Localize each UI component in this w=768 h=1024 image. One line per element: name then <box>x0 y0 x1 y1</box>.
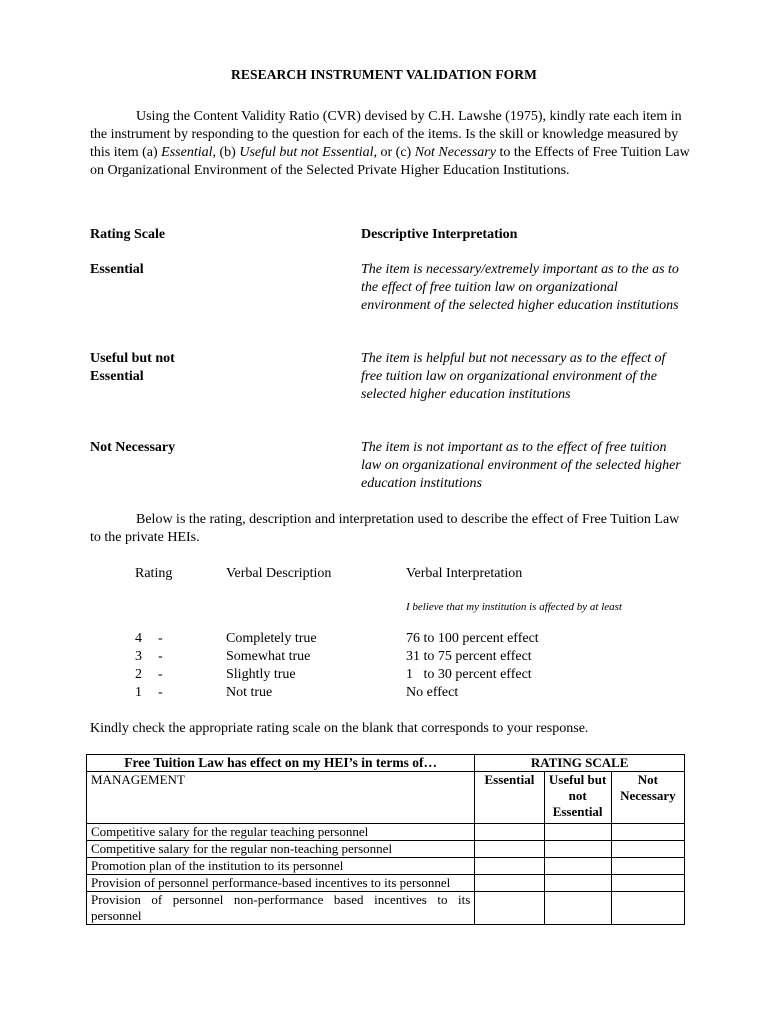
rating-dash: - <box>158 685 163 700</box>
scale-header-left: Rating Scale <box>90 227 166 242</box>
validation-table <box>86 754 685 925</box>
rating-description: Somewhat true <box>226 649 311 664</box>
check-essential[interactable] <box>475 841 544 858</box>
col-header-essential: Essential <box>475 772 544 824</box>
item-text: Promotion plan of the institution to its personnel <box>87 858 475 875</box>
check-useful[interactable] <box>544 892 611 925</box>
col-header-not-necessary: Not Necessary <box>611 772 684 824</box>
rating-interpretation: 76 to 100 percent effect <box>406 631 539 646</box>
rating-description: Slightly true <box>226 667 296 682</box>
scale-desc: The item is necessary/extremely important as to the as to the effect of free tuition law on organizational environment of the selected higher education institutions <box>361 262 679 313</box>
intro-useful: Useful but not Essential <box>239 145 374 160</box>
intro-paragraph <box>90 108 690 180</box>
check-essential[interactable] <box>475 824 544 841</box>
rating-col-header: Rating <box>135 566 173 581</box>
scale-header-right: Descriptive Interpretation <box>361 227 518 242</box>
instruction-text: Kindly check the appropriate rating scale on the blank that corresponds to your response. <box>90 721 589 736</box>
check-not-necessary[interactable] <box>611 841 684 858</box>
verbal-desc-col-header: Verbal Description <box>226 566 332 581</box>
intro-text-4: to the Effects of Free Tuition Law on Organizational Environment of the Selected Private Higher Education Institutions. <box>90 145 690 178</box>
scale-label: Not Necessary <box>90 440 176 455</box>
check-essential[interactable] <box>475 858 544 875</box>
check-not-necessary[interactable] <box>611 875 684 892</box>
check-not-necessary[interactable] <box>611 858 684 875</box>
rating-dash: - <box>158 649 163 664</box>
rating-dash: - <box>158 631 163 646</box>
scale-label: Essential <box>90 262 144 277</box>
check-not-necessary[interactable] <box>611 892 684 925</box>
rating-description: Not true <box>226 685 273 700</box>
scale-label: Useful but not Essential <box>90 351 175 384</box>
item-text: Competitive salary for the regular teaching personnel <box>87 824 475 841</box>
below-paragraph <box>90 511 690 547</box>
check-not-necessary[interactable] <box>611 824 684 841</box>
table-main-header: Free Tuition Law has effect on my HEI’s in terms of… <box>87 755 475 772</box>
check-useful[interactable] <box>544 858 611 875</box>
rating-value: 3 <box>135 649 142 664</box>
rating-description: Completely true <box>226 631 317 646</box>
intro-text-3: , or (c) <box>373 145 415 160</box>
col-header-useful: Useful but not Essential <box>544 772 611 824</box>
rating-interpretation: 1 to 30 percent effect <box>406 667 532 682</box>
scale-desc: The item is not important as to the effect of free tuition law on organizational environment of the selected higher education institutions <box>361 440 681 491</box>
item-text: Competitive salary for the regular non-teaching personnel <box>87 841 475 858</box>
check-useful[interactable] <box>544 824 611 841</box>
rating-value: 1 <box>135 685 142 700</box>
page-title: RESEARCH INSTRUMENT VALIDATION FORM <box>231 67 537 82</box>
rating-interpretation: No effect <box>406 685 459 700</box>
check-useful[interactable] <box>544 875 611 892</box>
section-label-management: MANAGEMENT <box>87 772 475 824</box>
item-text: Provision of personnel non-performance based incentives to its personnel <box>87 892 475 925</box>
item-text: Provision of personnel performance-based incentives to its personnel <box>87 875 475 892</box>
table-row <box>87 892 685 925</box>
interpretation-note: I believe that my institution is affected by at least <box>406 601 622 613</box>
scale-desc: The item is helpful but not necessary as to the effect of free tuition law on organizational environment of the selected higher education institutions <box>361 351 666 402</box>
rating-value: 2 <box>135 667 142 682</box>
intro-text-1: Using the Content Validity Ratio (CVR) devised by C.H. Lawshe (1975), kindly rate each item in the instrument by responding to the question for each of the items. Is the skill or knowledge measured by this item (a) <box>90 109 682 160</box>
check-essential[interactable] <box>475 892 544 925</box>
table-row <box>87 858 685 875</box>
intro-text-2: , (b) <box>212 145 240 160</box>
rating-scale-header: RATING SCALE <box>475 755 685 772</box>
rating-interpretation: 31 to 75 percent effect <box>406 649 532 664</box>
table-row <box>87 841 685 858</box>
table-row <box>87 824 685 841</box>
rating-dash: - <box>158 667 163 682</box>
check-essential[interactable] <box>475 875 544 892</box>
rating-value: 4 <box>135 631 142 646</box>
below-text: Below is the rating, description and interpretation used to describe the effect of Free Tuition Law to the private HEIs. <box>90 512 680 545</box>
intro-notnec: Not Necessary <box>414 145 496 160</box>
verbal-interp-col-header: Verbal Interpretation <box>406 566 523 581</box>
table-row <box>87 875 685 892</box>
intro-essential: Essential <box>161 145 213 160</box>
check-useful[interactable] <box>544 841 611 858</box>
